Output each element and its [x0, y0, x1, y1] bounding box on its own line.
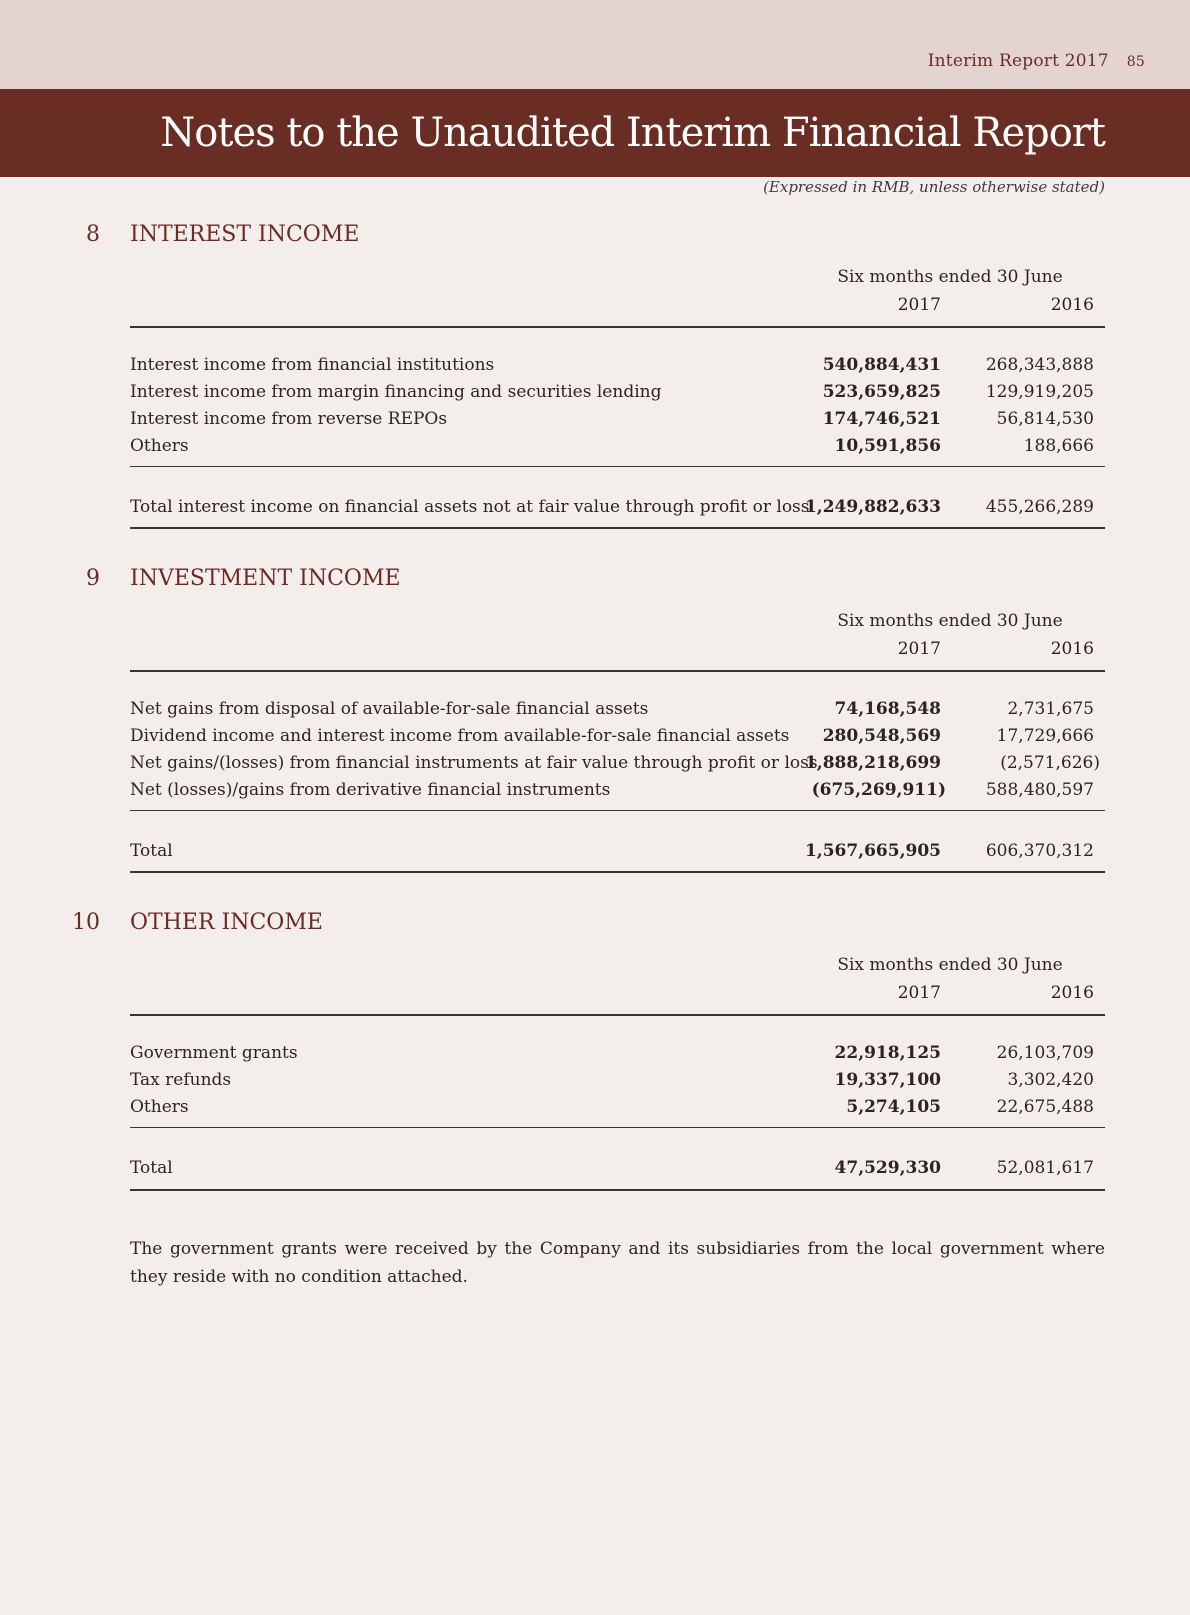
row-label: Interest income from reverse REPOs: [130, 409, 448, 429]
table-row: [130, 382, 1105, 410]
total-row: [130, 841, 1105, 869]
title-banner: [0, 89, 1190, 177]
footnote-paragraph: The government grants were received by the Company and its subsidiaries from the local government where they reside with no condition attached.: [130, 1239, 1105, 1287]
value-2017: 5,274,105: [846, 1097, 941, 1117]
value-2017: 22,918,125: [834, 1043, 941, 1063]
section-title: OTHER INCOME: [130, 910, 323, 935]
table-row: [130, 409, 1105, 437]
total-row: [130, 1158, 1105, 1186]
section-title: INTEREST INCOME: [130, 222, 360, 247]
value-2016: 588,480,597: [985, 780, 1094, 800]
table-row: [130, 753, 1105, 781]
table-row: [130, 780, 1105, 808]
table-row: [130, 355, 1105, 383]
subtotal-rule: [130, 466, 1105, 467]
row-label: Others: [130, 1097, 189, 1117]
subtotal-rule: [130, 810, 1105, 811]
report-name: Interim Report 2017: [927, 51, 1109, 71]
table-row: [130, 1043, 1105, 1071]
table-row: [130, 436, 1105, 464]
value-2016: 606,370,312: [985, 841, 1094, 861]
row-label: Net gains from disposal of available-for-sale financial assets: [130, 699, 649, 719]
page-number: 85: [1126, 54, 1145, 70]
total-rule: [130, 527, 1105, 529]
subtotal-rule: [130, 1127, 1105, 1128]
year-2016-header: 2016: [1050, 983, 1094, 1003]
top-band: [0, 0, 1190, 89]
table-row: [130, 726, 1105, 754]
value-2017: 1,249,882,633: [804, 497, 941, 517]
year-2017-header: 2017: [897, 983, 941, 1003]
row-label: Interest income from margin financing and securities lending: [130, 382, 662, 402]
value-2016: 56,814,530: [996, 409, 1094, 429]
value-2016: 52,081,617: [996, 1158, 1094, 1178]
period-label: Six months ended 30 June: [837, 267, 1063, 287]
value-2016: (2,571,626): [1000, 753, 1100, 773]
running-header: [928, 51, 1145, 71]
value-2017: 10,591,856: [834, 436, 941, 456]
value-2016: 17,729,666: [996, 726, 1094, 746]
value-2016: 26,103,709: [996, 1043, 1094, 1063]
value-2016: 22,675,488: [996, 1097, 1094, 1117]
value-2017: 74,168,548: [834, 699, 941, 719]
value-2017: 280,548,569: [822, 726, 941, 746]
table-row: [130, 699, 1105, 727]
value-2017: 1,567,665,905: [804, 841, 941, 861]
row-label: Total: [130, 1158, 173, 1178]
year-2017-header: 2017: [897, 639, 941, 659]
currency-note: (Expressed in RMB, unless otherwise stated): [763, 178, 1105, 196]
section-heading: [0, 566, 1190, 598]
value-2017: (675,269,911): [811, 780, 946, 800]
value-2017: 174,746,521: [822, 409, 941, 429]
value-2017: 1,888,218,699: [804, 753, 941, 773]
row-label: Government grants: [130, 1043, 298, 1063]
value-2017: 540,884,431: [822, 355, 941, 375]
value-2016: 455,266,289: [985, 497, 1094, 517]
year-2017-header: 2017: [897, 295, 941, 315]
page-title: Notes to the Unaudited Interim Financial Report: [160, 110, 1105, 156]
header-rule: [130, 670, 1105, 672]
section-number: 8: [86, 222, 100, 247]
value-2016: 129,919,205: [985, 382, 1094, 402]
row-label: Interest income from financial institutions: [130, 355, 495, 375]
total-row: [130, 497, 1105, 525]
total-rule: [130, 1189, 1105, 1191]
row-label: Tax refunds: [130, 1070, 232, 1090]
value-2016: 2,731,675: [1007, 699, 1094, 719]
section-title: INVESTMENT INCOME: [130, 566, 401, 591]
value-2016: 3,302,420: [1007, 1070, 1094, 1090]
year-2016-header: 2016: [1050, 639, 1094, 659]
row-label: Others: [130, 436, 189, 456]
section-heading: [0, 910, 1190, 942]
header-rule: [130, 326, 1105, 328]
year-2016-header: 2016: [1050, 295, 1094, 315]
header-rule: [130, 1014, 1105, 1016]
value-2017: 19,337,100: [834, 1070, 941, 1090]
total-rule: [130, 871, 1105, 873]
value-2017: 523,659,825: [822, 382, 941, 402]
section-heading: [0, 222, 1190, 254]
row-label: Dividend income and interest income from available-for-sale financial assets: [130, 726, 790, 746]
row-label: Total: [130, 841, 173, 861]
section-number: 9: [86, 566, 100, 591]
table-row: [130, 1097, 1105, 1125]
value-2016: 188,666: [1023, 436, 1094, 456]
row-label: Total interest income on financial assets not at fair value through profit or loss: [130, 497, 810, 517]
period-label: Six months ended 30 June: [837, 955, 1063, 975]
value-2016: 268,343,888: [985, 355, 1094, 375]
section-number: 10: [72, 910, 100, 935]
row-label: Net gains/(losses) from financial instruments at fair value through profit or loss: [130, 753, 818, 773]
value-2017: 47,529,330: [834, 1158, 941, 1178]
table-row: [130, 1070, 1105, 1098]
row-label: Net (losses)/gains from derivative financial instruments: [130, 780, 611, 800]
period-label: Six months ended 30 June: [837, 611, 1063, 631]
